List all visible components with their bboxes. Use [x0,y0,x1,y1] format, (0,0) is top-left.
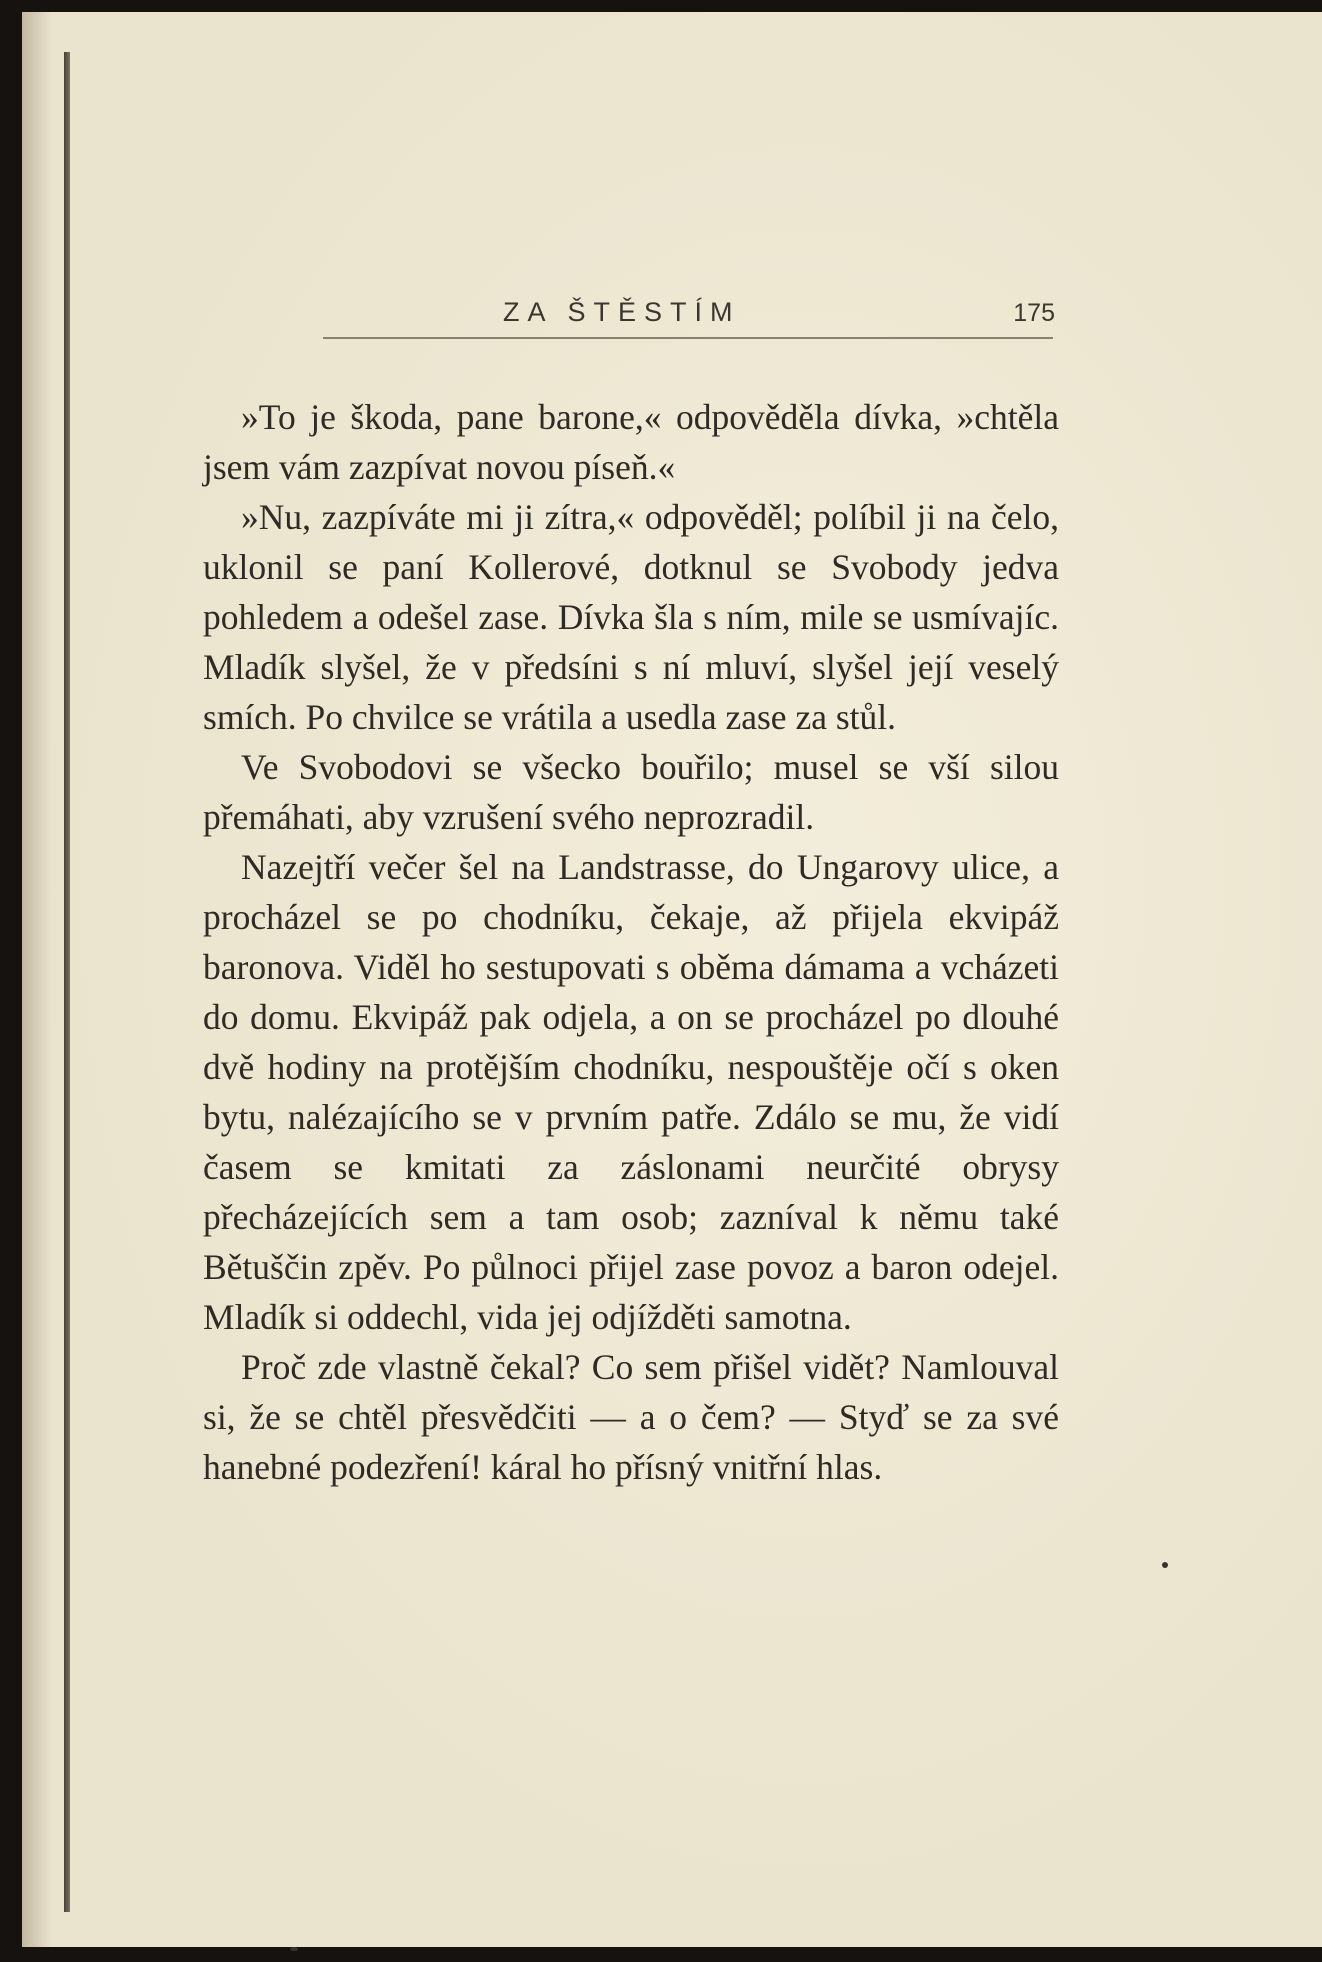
header-rule [323,337,1053,339]
body-text [203,392,1059,1492]
paper-speck [1162,1562,1168,1568]
page-number: 175 [1013,299,1055,327]
paragraph: Nazejtří večer šel na Landstrasse, do Ungarovy ulice, a procházel se po chodníku, čekaje, až přijela ekvipáž baronova. Viděl ho sestupovati s oběma dámama a vcházeti do domu. Ekvipáž pak odjela, a on se procházel po dlouhé dvě hodiny na protějším chodníku, nespouštěje očí s oken bytu, nalézajícího se v prvním patře. Zdálo se mu, že vidí časem se kmitati za záslonami neurčité obrysy přecházejících sem a tam osob; zazníval k němu také Bětuščin zpěv. Po půlnoci přijel zase povoz a baron odejel. Mladík si oddechl, vida jej odjížděti samotna. [203,847,1059,1337]
running-head [203,297,1059,343]
paragraph: »Nu, zazpíváte mi ji zítra,« odpověděl; políbil ji na čelo, uklonil se paní Kollerové, dotknul se Svobody jedva pohledem a odešel zase. Dívka šla s ním, mile se usmívajíc. Mladík slyšel, že v předsíni s ní mluví, slyšel její veselý smích. Po chvilce se vrátila a usedla zase za stůl. [203,497,1059,737]
binding-gutter [64,52,70,1912]
paragraph: Proč zde vlastně čekal? Co sem přišel vidět? Namlouval si, že se chtěl přesvědčiti — a o čem? — Styď se za své hanebné podezření! káral ho přísný vnitřní hlas. [203,1347,1059,1487]
running-title: ZA ŠTĚSTÍM [503,297,741,327]
book-page [22,12,1322,1947]
paragraph: Ve Svobodovi se všecko bouřilo; musel se vší silou přemáhati, aby vzrušení svého neprozradil. [203,747,1059,837]
paper-speck [290,1947,298,1951]
paragraph: »To je škoda, pane barone,« odpověděla dívka, »chtěla jsem vám zazpívat novou píseň.« [203,397,1059,487]
